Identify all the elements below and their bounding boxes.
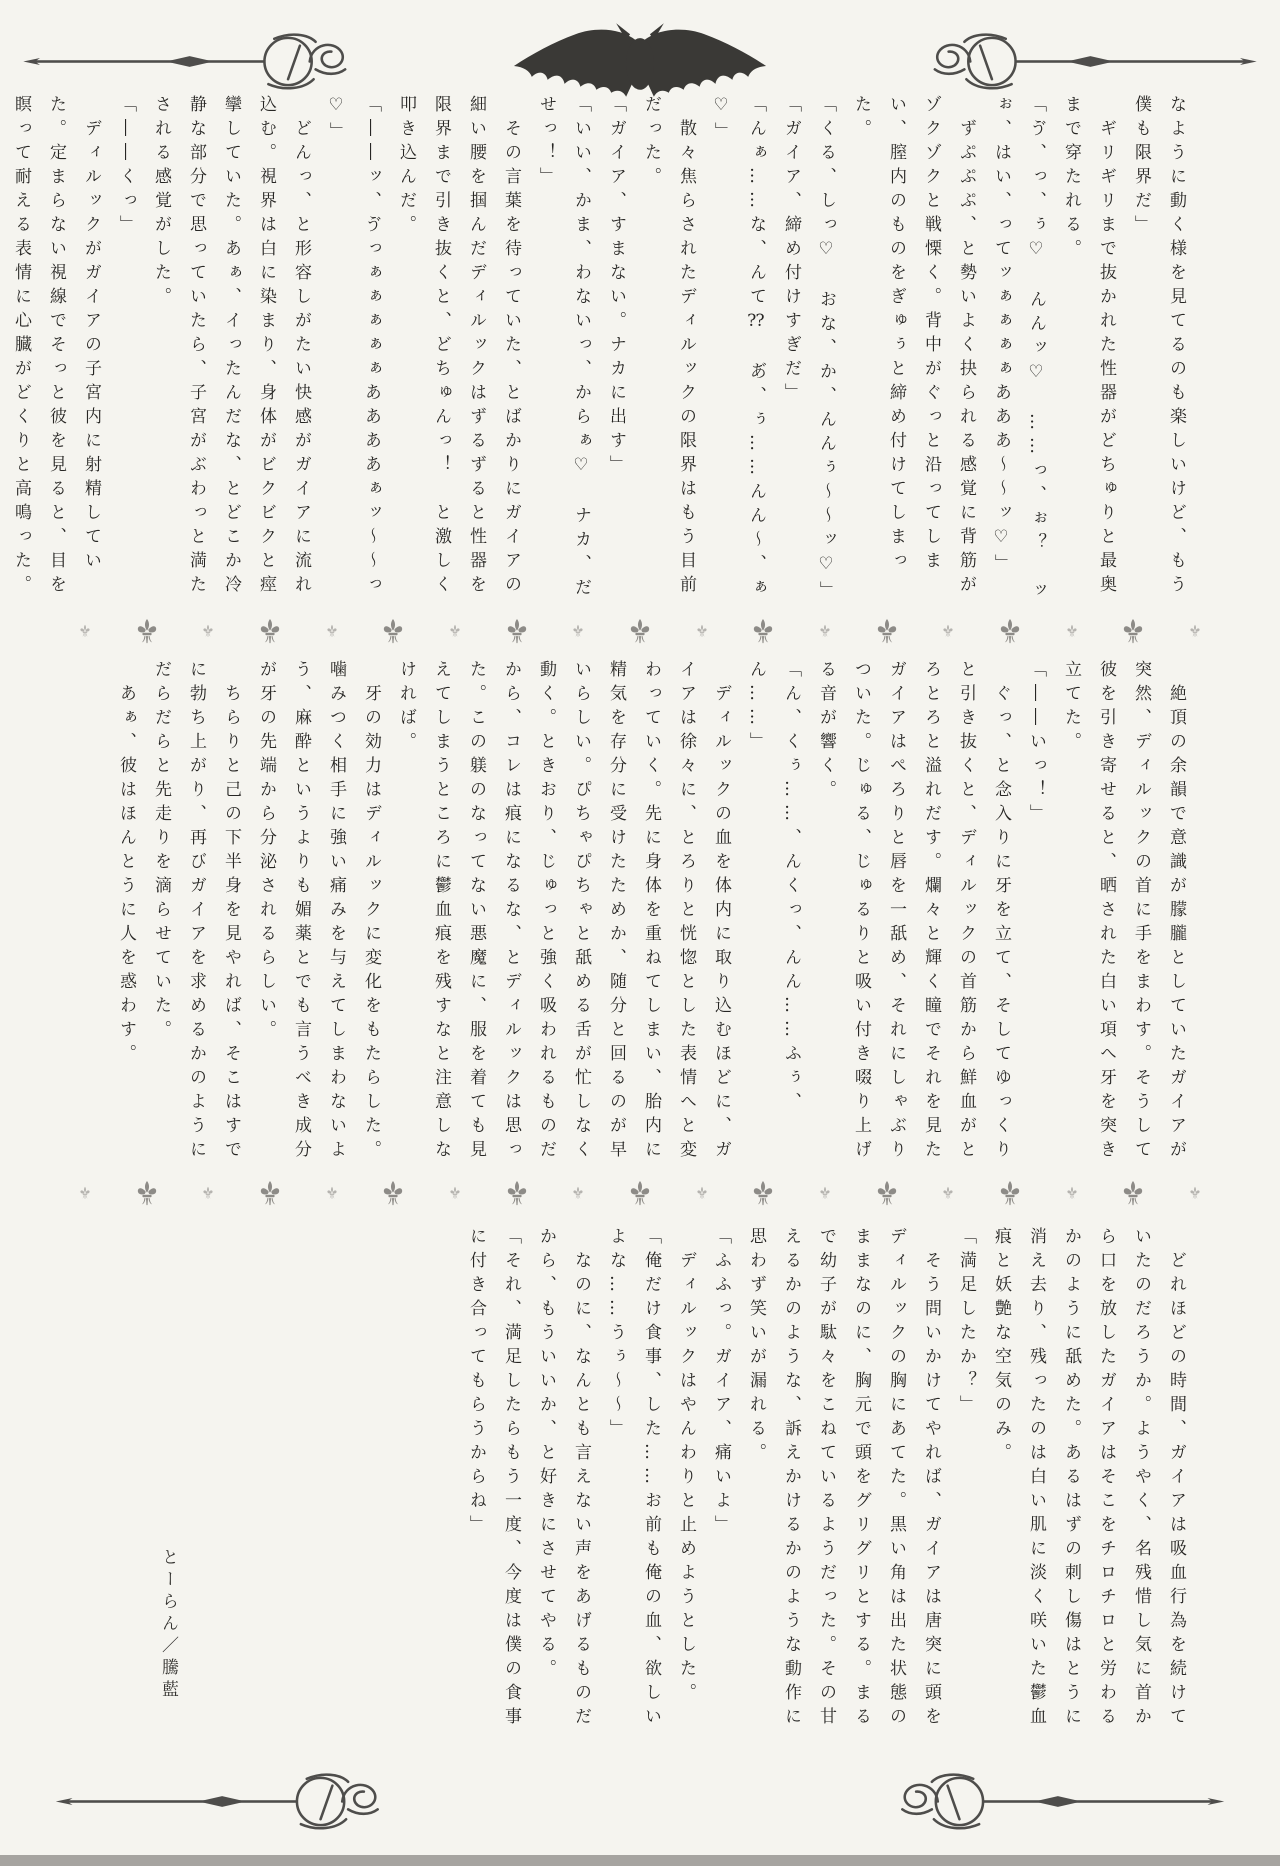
paragraph: 「ガイア、締め付けすぎだ」 [781, 95, 801, 407]
fleur-de-lis-icon [753, 1180, 773, 1207]
fleur-de-lis-icon [820, 1186, 830, 1200]
fleur-de-lis-icon [1123, 1180, 1143, 1207]
paragraph: 「俺だけ食事、した……お前も俺の血、欲しいよな……うぅ～～」 [606, 1227, 661, 1731]
paragraph: あぁ、彼はほんとうに人を惑わす。 [116, 660, 136, 1068]
text-band-3 [448, 1227, 1193, 1739]
fleur-de-lis-icon [630, 1180, 650, 1207]
paragraph: 散々焦らされたディルックの限界はもう目前だった。 [641, 95, 696, 599]
paragraph: ずぷぷぷ、と勢いよく抉られる感覚に背筋がゾクゾクと戦慄く。背中がぐっと沿ってしまい、膣内のものをぎゅぅと締め付けてしまった。 [851, 95, 976, 599]
fleur-de-lis-icon [753, 618, 773, 645]
fleur-de-lis-icon [260, 618, 280, 645]
fleur-de-lis-icon [507, 1180, 527, 1207]
fleur-de-lis-icon [1000, 618, 1020, 645]
paragraph: 「くる、しっ♡ おな、か、んんぅ～～ッ♡」 [816, 95, 836, 605]
scroll-flourish-icon [10, 1770, 450, 1833]
paragraph: 「――くっ」 [116, 95, 136, 239]
paragraph: なように動く様を見てるのも楽しいけど、もう僕も限界だ」 [1131, 95, 1186, 599]
paragraph: ギリギリまで抜かれた性器がどちゅりと最奥まで穿たれる。 [1061, 95, 1116, 599]
fleur-de-lis-icon [137, 618, 157, 645]
paragraph: なのに、なんとも言えない声をあげるものだから、もういいか、と好きにさせてやる。 [536, 1227, 591, 1731]
fleur-de-lis-icon [820, 624, 830, 638]
paragraph: 「満足したか？」 [956, 1227, 976, 1419]
paragraph: ちらりと己の下半身を見やれば、そこはすでに勃ち上がり、再びガイアを求めるかのようにだらだらと先走りを滴らせていた。 [151, 660, 241, 1164]
fleur-de-lis-icon [137, 1180, 157, 1207]
paragraph: 「それ、満足したらもう一度、今度は僕の食事に付き合ってもらうからね」 [466, 1227, 521, 1731]
paragraph: 牙の効力はディルックに変化をもたらした。噛みつく相手に強い痛みを与えてしまわないよう、麻酔というよりも媚薬とでも言うべき成分が牙の先端から分泌されるらしい。 [256, 660, 381, 1164]
fleur-de-lis-icon [1190, 1186, 1200, 1200]
paragraph: 「ん、くぅ……、んくっ、んん……ふぅ、ん……」 [746, 660, 801, 1116]
fleur-de-lis-icon [1000, 1180, 1020, 1207]
fleur-de-lis-icon [573, 1186, 583, 1200]
scan-edge-strip [0, 1855, 1280, 1866]
fleur-de-lis-icon [327, 624, 337, 638]
paragraph: 「んぁ……な、んて⁇ あ゙、ぅ……んん～、ぁ♡」 [711, 95, 766, 602]
fleur-de-lis-icon [450, 1186, 460, 1200]
paragraph: ディルックがガイアの子宮内に射精していた。定まらない視線でそっと彼を見ると、目を瞑って耐える表情に心臓がどくりと高鳴った。 [11, 95, 101, 599]
fleur-de-lis-icon [877, 618, 897, 645]
paragraph: 「ゔ、っ、ぅ♡ んんッ♡ ……っ、ぉ？ ッぉ、はい、ってッぁぁぁぁあああ～～ッ♡」 [991, 95, 1046, 605]
fleur-de-lis-icon [203, 1186, 213, 1200]
fleur-de-lis-icon [697, 624, 707, 638]
top-rule-flourish-right [905, 30, 1260, 93]
fleur-de-lis-icon [943, 1186, 953, 1200]
fleur-de-lis-icon [630, 618, 650, 645]
paragraph: 「ガイア、すまない。ナカに出す」 [606, 95, 626, 479]
paragraph: 「ふふっ。ガイア、痛いよ」 [711, 1227, 731, 1539]
paragraph: どんっ、と形容しがたい快感がガイアに流れ込む。視界は白に染まり、身体がビクビクと痙攣していた。あぁ、イったんだな、とどこか冷静な部分で思っていたら、子宮がぶわっと満たされる感覚がした。 [151, 95, 311, 599]
fleur-de-lis-icon [943, 624, 953, 638]
text-band-2 [88, 660, 1193, 1172]
scroll-flourish-icon [20, 30, 375, 93]
fleur-de-lis-icon [1123, 618, 1143, 645]
bat-silhouette-icon [506, 22, 774, 100]
fleur-de-lis-icon [697, 1186, 707, 1200]
text-band-1 [11, 95, 1193, 607]
paragraph: そう問いかけてやれば、ガイアは唐突に頭をディルックの胸にあてた。黒い角は出た状態のままなのに、胸元で頭をグリグリとする。まるで幼子が駄々をこねているようだった。その甘えるかのような、訴えかけるかのような動作に思わず笑いが漏れる。 [746, 1227, 941, 1731]
bat-icon [506, 22, 774, 104]
fleur-de-lis-icon [450, 624, 460, 638]
scroll-flourish-icon [830, 1770, 1270, 1833]
fleur-de-lis-icon [1190, 624, 1200, 638]
paragraph: 「いい、かま、わないっ、からぁ♡ ナカ、だせっ！」 [536, 95, 591, 602]
bottom-rule-flourish-left [10, 1770, 450, 1833]
paragraph: 「――ッ、ゔっぁぁぁぁぁああああぁッ～～っ♡」 [326, 95, 381, 599]
author-credit: とーらん／騰藍 [158, 1548, 178, 1702]
paragraph: その言葉を待っていた、とばかりにガイアの細い腰を掴んだディルックはずるずると性器を限界まで引き抜くと、どちゅんっ！ と激しく叩き込んだ。 [396, 95, 521, 599]
paragraph: 絶頂の余韻で意識が朦朧としていたガイアが突然、ディルックの首に手をまわす。そうして彼を引き寄せると、晒された白い項へ牙を突き立てた。 [1061, 660, 1186, 1164]
fleur-de-lis-icon [327, 1186, 337, 1200]
fleur-de-lis-icon [383, 1180, 403, 1207]
fleur-de-lis-icon [80, 1186, 90, 1200]
fleur-de-lis-icon [1067, 1186, 1077, 1200]
paragraph: ディルックの血を体内に取り込むほどに、ガイアは徐々に、とろりと恍惚とした表情へと変わっていく。先に身体を重ねてしまい、胎内に精気を存分に受けたためか、随分と回るのが早いらしい。ぴちゃぴちゃと舐める舌が忙しなく動く。ときおり、じゅっと強く吸われるものだから、コレは痕になるな、とディルックは思った。この躾のなってない悪魔に、服を着ても見えてしまうところに鬱血痕を残すなと注意しなければ。 [396, 660, 731, 1164]
scroll-flourish-icon [905, 30, 1260, 93]
fleur-de-lis-icon [877, 1180, 897, 1207]
fleur-divider-1 [80, 614, 1200, 648]
bottom-rule-flourish-right [830, 1770, 1270, 1833]
paragraph: ぐっ、と念入りに牙を立て、そしてゆっくりと引き抜くと、ディルックの首筋から鮮血がとろとろと溢れだす。爛々と輝く瞳でそれを見たガイアはぺろりと唇を一舐め、それにしゃぶりついた。じゅる、じゅるりと吸い付き啜り上げる音が響く。 [816, 660, 1011, 1164]
fleur-de-lis-icon [260, 1180, 280, 1207]
paragraph: どれほどの時間、ガイアは吸血行為を続けていたのだろうか。ようやく、名残惜し気に首から口を放したガイアはそこをチロチロと労わるかのように舐めた。あるはずの刺し傷はとうに消え去り、残ったのは白い肌に淡く咲いた鬱血痕と妖艶な空気のみ。 [991, 1227, 1186, 1731]
fleur-de-lis-icon [507, 618, 527, 645]
fleur-divider-2 [80, 1176, 1200, 1210]
fleur-de-lis-icon [1067, 624, 1077, 638]
paragraph: ディルックはやんわりと止めようとした。 [676, 1227, 696, 1707]
fleur-de-lis-icon [80, 624, 90, 638]
paragraph: 「――いっ！」 [1026, 660, 1046, 828]
fleur-de-lis-icon [573, 624, 583, 638]
fleur-de-lis-icon [203, 624, 213, 638]
fleur-de-lis-icon [383, 618, 403, 645]
top-rule-flourish-left [20, 30, 375, 93]
